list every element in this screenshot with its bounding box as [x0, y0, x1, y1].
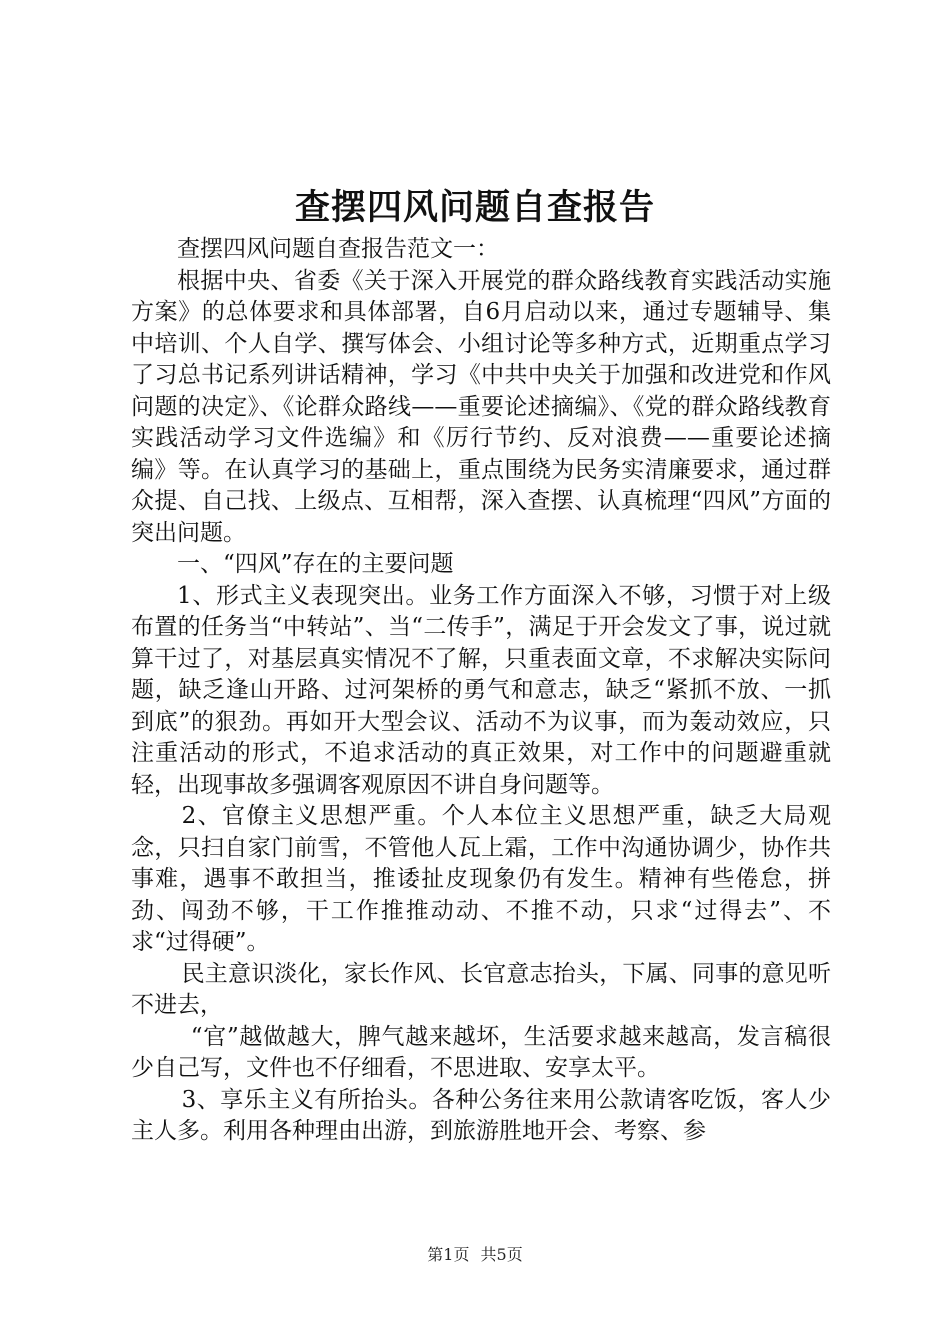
- paragraph-official-attitude: “官”越做越大，脾气越来越坏，生活要求越来越高，发言稿很少自己写，文件也不仔细看，不思进取、安享太平。: [131, 1023, 831, 1081]
- paragraph-bureaucratism: 2、官僚主义思想严重。个人本位主义思想严重，缺乏大局观念，只扫自家门前雪，不管他人瓦上霜，工作中沟通协调少，协作共事难，遇事不敢担当，推诿扯皮现象仍有发生。精神有些倦怠，拼劲、闯劲不够，干工作推推动动、不推不动，只求“过得去”、不求“过得硬”。: [131, 803, 831, 955]
- paragraph-background: 根据中央、省委《关于深入开展党的群众路线教育实践活动实施方案》的总体要求和具体部署，自6月启动以来，通过专题辅导、集中培训、个人自学、撰写体会、小组讨论等多种方式，近期重点学习了习总书记系列讲话精神，学习《中共中央关于加强和改进党和作风问题的决定》、《论群众路线——重要论述摘编》、《党的群众路线教育实践活动学习文件选编》和《厉行节约、反对浪费——重要论述摘编》等。在认真学习的基础上，重点围绕为民务实清廉要求，通过群众提、自己找、上级点、互相帮，深入查摆、认真梳理“四风”方面的突出问题。: [131, 267, 831, 546]
- page-total: 共5页: [480, 1245, 523, 1264]
- page-number: 第1页: [427, 1245, 470, 1264]
- paragraph-hedonism: 3、享乐主义有所抬头。各种公务往来用公款请客吃饭，客人少主人多。利用各种理由出游，到旅游胜地开会、考察、参: [131, 1086, 831, 1144]
- paragraph-formalism: 1、形式主义表现突出。业务工作方面深入不够，习惯于对上级布置的任务当“中转站”、当“二传手”，满足于开会发文了事，说过就算干过了，对基层真实情况不了解，只重表面文章，不求解决实际问题，缺乏逢山开路、过河架桥的勇气和意志，缺乏“紧抓不放、一抓到底”的狠劲。再如开大型会议、活动不为议事，而为轰动效应，只注重活动的形式，不追求活动的真正效果，对工作中的问题避重就轻，出现事故多强调客观原因不讲自身问题等。: [131, 582, 831, 798]
- paragraph-intro-label: 查摆四风问题自查报告范文一：: [177, 236, 499, 262]
- paragraph-democracy: 民主意识淡化，家长作风、长官意志抬头，下属、同事的意见听不进去，: [131, 960, 831, 1018]
- page-footer: [0, 1242, 950, 1265]
- document-title: 查摆四风问题自查报告: [294, 187, 655, 228]
- document-body: [131, 234, 831, 1148]
- section-heading-main-problems: 一、“四风”存在的主要问题: [177, 551, 454, 577]
